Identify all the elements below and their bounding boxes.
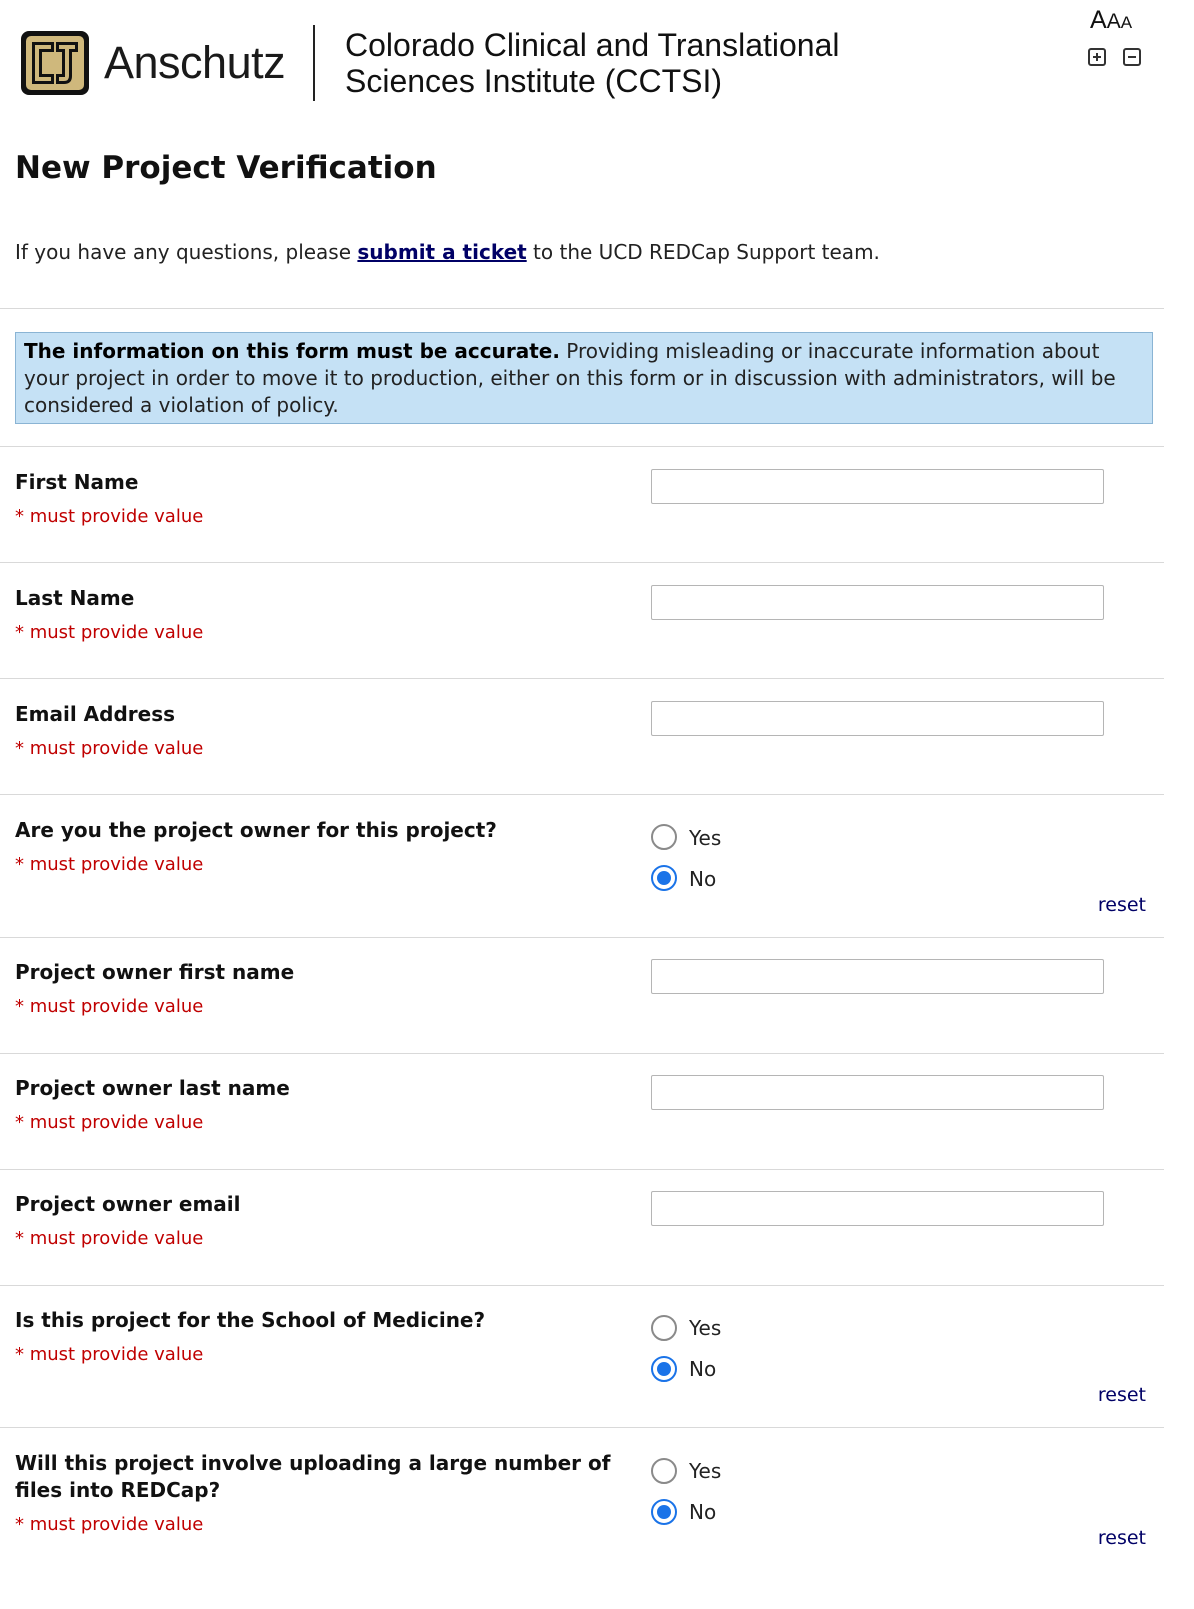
first-name-label: First Name: [15, 470, 139, 494]
owner-no-radio[interactable]: [651, 865, 677, 891]
owner-yes-label[interactable]: Yes: [689, 826, 722, 850]
divider: [0, 1427, 1164, 1428]
page-title: New Project Verification: [15, 150, 437, 186]
files-no-radio[interactable]: [651, 1499, 677, 1525]
files-question-label: Will this project involve uploading a large number of files into REDCap?: [15, 1451, 611, 1502]
required-note: * must provide value: [15, 1344, 204, 1365]
files-reset-link[interactable]: reset: [1097, 1527, 1146, 1549]
intro-after: to the UCD REDCap Support team.: [526, 240, 880, 264]
cu-logo-icon: [20, 30, 90, 96]
required-note: * must provide value: [15, 996, 204, 1017]
first-name-input[interactable]: [651, 469, 1104, 504]
som-question-label: Is this project for the School of Medicine?: [15, 1308, 486, 1332]
divider: [0, 1285, 1164, 1286]
divider: [0, 937, 1164, 938]
email-input[interactable]: [651, 701, 1104, 736]
notice-bold: The information on this form must be accurate.: [24, 339, 560, 363]
intro-text: [15, 240, 880, 264]
accuracy-notice: [15, 332, 1153, 424]
institute-line-2: Sciences Institute (CCTSI): [345, 63, 722, 99]
notice-text: Providing misleading or inaccurate information about your project in order to move it to production, either on this form or in discussion with administrators, will be considered a violation of policy.: [24, 339, 1116, 417]
divider: [0, 794, 1164, 795]
required-note: * must provide value: [15, 622, 204, 643]
font-size-large: A: [1090, 6, 1107, 34]
som-no-label[interactable]: No: [689, 1357, 717, 1381]
divider: [0, 308, 1164, 309]
owner-last-name-label: Project owner last name: [15, 1076, 290, 1100]
som-yes-label[interactable]: Yes: [689, 1316, 722, 1340]
font-size-medium: A: [1106, 10, 1121, 33]
required-note: * must provide value: [15, 1514, 204, 1535]
institute-name: [345, 27, 840, 99]
files-yes-label[interactable]: Yes: [689, 1459, 722, 1483]
required-note: * must provide value: [15, 506, 204, 527]
required-note: * must provide value: [15, 738, 204, 759]
owner-first-name-label: Project owner first name: [15, 960, 295, 984]
required-note: * must provide value: [15, 1228, 204, 1249]
owner-last-name-input[interactable]: [651, 1075, 1104, 1110]
submit-ticket-link[interactable]: submit a ticket: [357, 240, 527, 264]
owner-no-label[interactable]: No: [689, 867, 717, 891]
last-name-input[interactable]: [651, 585, 1104, 620]
font-size-indicator: [1090, 6, 1132, 35]
owner-yes-radio[interactable]: [651, 824, 677, 850]
owner-first-name-input[interactable]: [651, 959, 1104, 994]
files-yes-radio[interactable]: [651, 1458, 677, 1484]
header-divider: [313, 25, 315, 101]
email-label: Email Address: [15, 702, 176, 726]
files-no-label[interactable]: No: [689, 1500, 717, 1524]
owner-reset-link[interactable]: reset: [1097, 894, 1146, 916]
required-note: * must provide value: [15, 854, 204, 875]
required-note: * must provide value: [15, 1112, 204, 1133]
institute-line-1: Colorado Clinical and Translational: [345, 27, 840, 63]
divider: [0, 1053, 1164, 1054]
site-header: [0, 0, 1164, 120]
font-size-controls: [1088, 6, 1152, 76]
owner-question-label: Are you the project owner for this project?: [15, 818, 497, 842]
som-reset-link[interactable]: reset: [1097, 1384, 1146, 1406]
divider: [0, 1169, 1164, 1170]
owner-email-label: Project owner email: [15, 1192, 241, 1216]
font-size-small: A: [1120, 13, 1133, 32]
divider: [0, 562, 1164, 563]
som-no-radio[interactable]: [651, 1356, 677, 1382]
brand-name: Anschutz: [104, 37, 286, 88]
increase-font-icon[interactable]: [1088, 48, 1106, 66]
divider: [0, 678, 1164, 679]
owner-email-input[interactable]: [651, 1191, 1104, 1226]
decrease-font-icon[interactable]: [1123, 48, 1141, 66]
intro-before: If you have any questions, please: [15, 240, 358, 264]
divider: [0, 446, 1164, 447]
som-yes-radio[interactable]: [651, 1315, 677, 1341]
last-name-label: Last Name: [15, 586, 135, 610]
